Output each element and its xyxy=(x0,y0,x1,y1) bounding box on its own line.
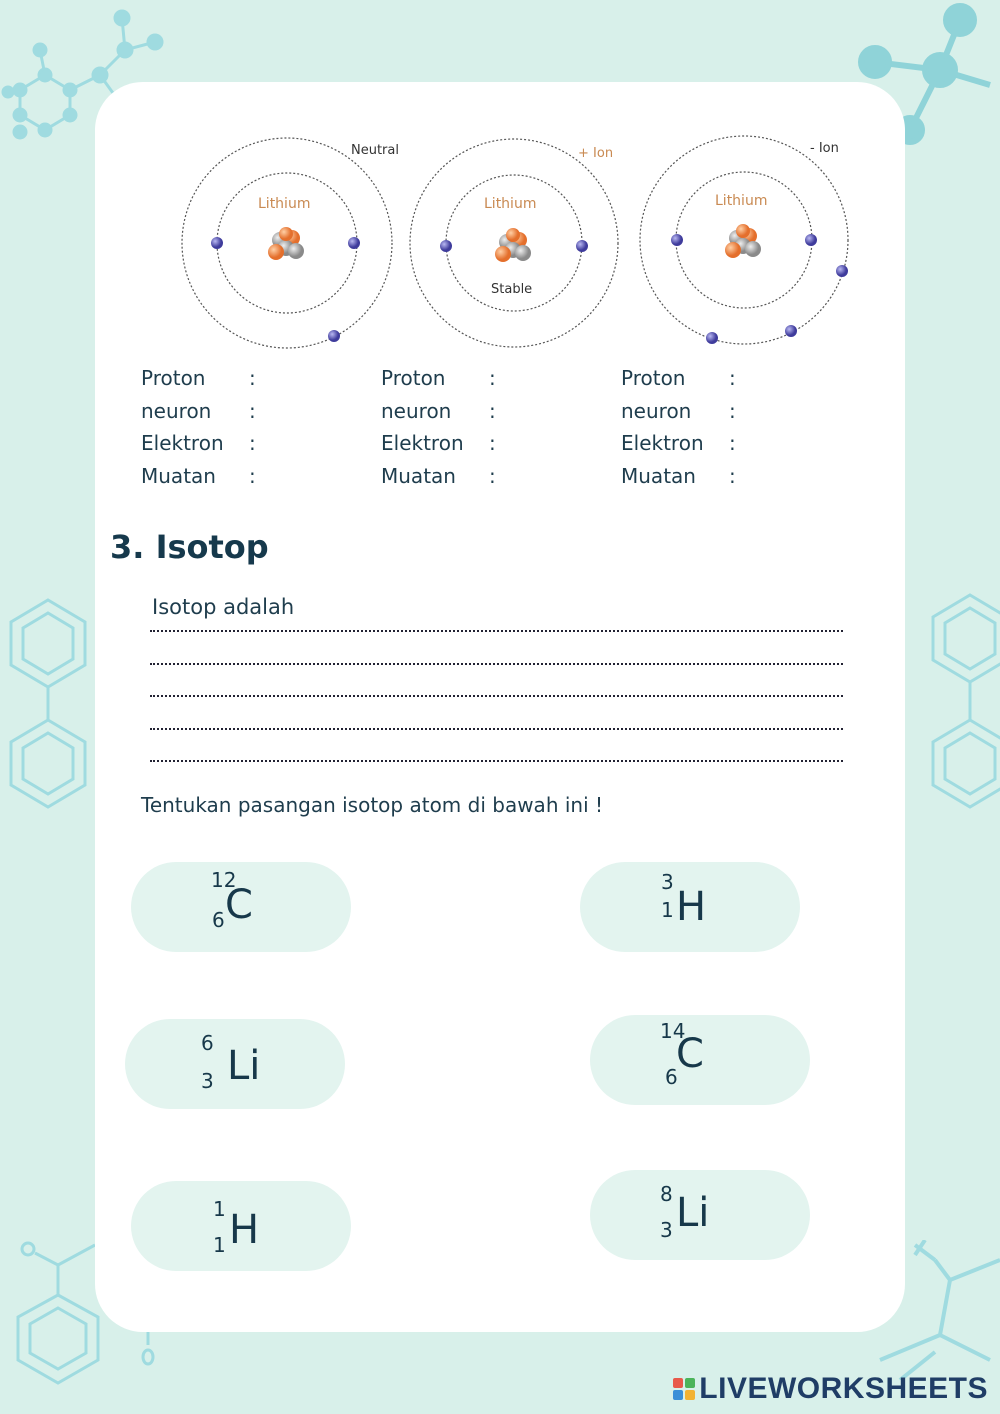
electron xyxy=(440,240,452,252)
atom-note-label: Stable xyxy=(491,282,533,297)
field-label: Elektron xyxy=(621,431,704,455)
element-symbol: H xyxy=(229,1207,260,1253)
field-label: neuron xyxy=(381,398,452,423)
neuron-field: neuron : xyxy=(141,395,361,428)
field-label: neuron xyxy=(621,398,692,423)
answer-line[interactable] xyxy=(150,630,843,632)
answer-line[interactable] xyxy=(150,760,843,762)
mass-number: 3 xyxy=(661,870,674,894)
elektron-field: Elektron : xyxy=(621,427,841,460)
field-label: Proton xyxy=(621,366,686,390)
electron xyxy=(211,237,223,249)
nucleus xyxy=(495,228,531,262)
muatan-field: Muatan : xyxy=(621,460,841,493)
atom-name-label: Lithium xyxy=(484,196,537,212)
electron xyxy=(836,265,848,277)
element-symbol: C xyxy=(676,1031,704,1077)
atomic-number: 1 xyxy=(661,898,674,922)
atom-state-label: + Ion xyxy=(578,146,614,161)
elektron-field: Elektron : xyxy=(381,427,601,460)
elektron-field: Elektron : xyxy=(141,427,361,460)
element-symbol: Li xyxy=(676,1190,710,1236)
benzene-decoration-left xyxy=(0,595,100,815)
isotope-card-c14[interactable] xyxy=(590,1015,810,1105)
field-label: Elektron xyxy=(141,431,224,455)
atomic-number: 3 xyxy=(201,1069,214,1093)
field-label: neuron xyxy=(141,398,212,423)
field-label: Muatan xyxy=(621,463,696,488)
electron xyxy=(671,234,683,246)
answer-line[interactable] xyxy=(150,695,843,697)
nucleus xyxy=(268,227,304,260)
mass-number: 14 xyxy=(660,1019,686,1043)
atom-name-label: Lithium xyxy=(258,196,311,212)
atom-positive-ion xyxy=(410,139,618,347)
definition-prompt: Isotop adalah xyxy=(152,595,295,619)
answer-line[interactable] xyxy=(150,728,843,730)
atom-name-label: Lithium xyxy=(715,193,768,209)
section-title: 3. Isotop xyxy=(110,528,269,566)
atom-1-fields xyxy=(141,362,361,492)
isotope-card-h1[interactable] xyxy=(131,1181,351,1271)
electron xyxy=(348,237,360,249)
neuron-field: neuron : xyxy=(621,395,841,428)
isotope-card-li6[interactable] xyxy=(125,1019,345,1109)
matching-instruction: Tentukan pasangan isotop atom di bawah ini ! xyxy=(141,793,604,817)
atom-state-label: Neutral xyxy=(351,143,399,158)
isotope-card-li8[interactable] xyxy=(590,1170,810,1260)
answer-line[interactable] xyxy=(150,663,843,665)
muatan-field: Muatan : xyxy=(141,460,361,493)
proton-field: Proton : xyxy=(621,362,841,395)
element-symbol: Li xyxy=(227,1043,261,1089)
field-label: Proton xyxy=(381,366,446,390)
electron xyxy=(328,330,340,342)
element-symbol: C xyxy=(225,882,253,928)
muatan-field: Muatan : xyxy=(381,460,601,493)
element-symbol: H xyxy=(676,884,707,930)
atom-3-fields xyxy=(621,362,841,492)
field-label: Muatan xyxy=(141,463,216,488)
electron xyxy=(706,332,718,344)
mass-number: 1 xyxy=(213,1197,226,1221)
brand-name: LIVEWORKSHEETS xyxy=(699,1372,988,1405)
neuron-field: neuron : xyxy=(381,395,601,428)
atomic-number: 1 xyxy=(213,1233,226,1257)
field-label: Proton xyxy=(141,366,206,390)
atom-state-label: - Ion xyxy=(810,141,839,156)
benzene-decoration-right xyxy=(905,590,1000,820)
electron xyxy=(576,240,588,252)
atomic-number: 6 xyxy=(665,1065,678,1089)
atom-negative-ion xyxy=(640,136,848,344)
isotope-card-h3[interactable] xyxy=(580,862,800,952)
liveworksheets-brand[interactable] xyxy=(673,1372,988,1406)
atomic-number: 6 xyxy=(212,908,225,932)
atom-2-fields xyxy=(381,362,601,492)
isotope-card-c12[interactable] xyxy=(131,862,351,952)
atomic-number: 3 xyxy=(660,1218,673,1242)
field-label: Elektron xyxy=(381,431,464,455)
electron xyxy=(805,234,817,246)
electron xyxy=(785,325,797,337)
mass-number: 8 xyxy=(660,1182,673,1206)
mass-number: 6 xyxy=(201,1031,214,1055)
field-label: Muatan xyxy=(381,463,456,488)
mass-number: 12 xyxy=(211,868,237,892)
proton-field: Proton : xyxy=(141,362,361,395)
atom-neutral xyxy=(182,138,399,348)
proton-field: Proton : xyxy=(381,362,601,395)
nucleus xyxy=(725,224,761,258)
brand-logo-icon xyxy=(673,1378,695,1400)
lithium-atom-diagrams xyxy=(170,130,860,355)
